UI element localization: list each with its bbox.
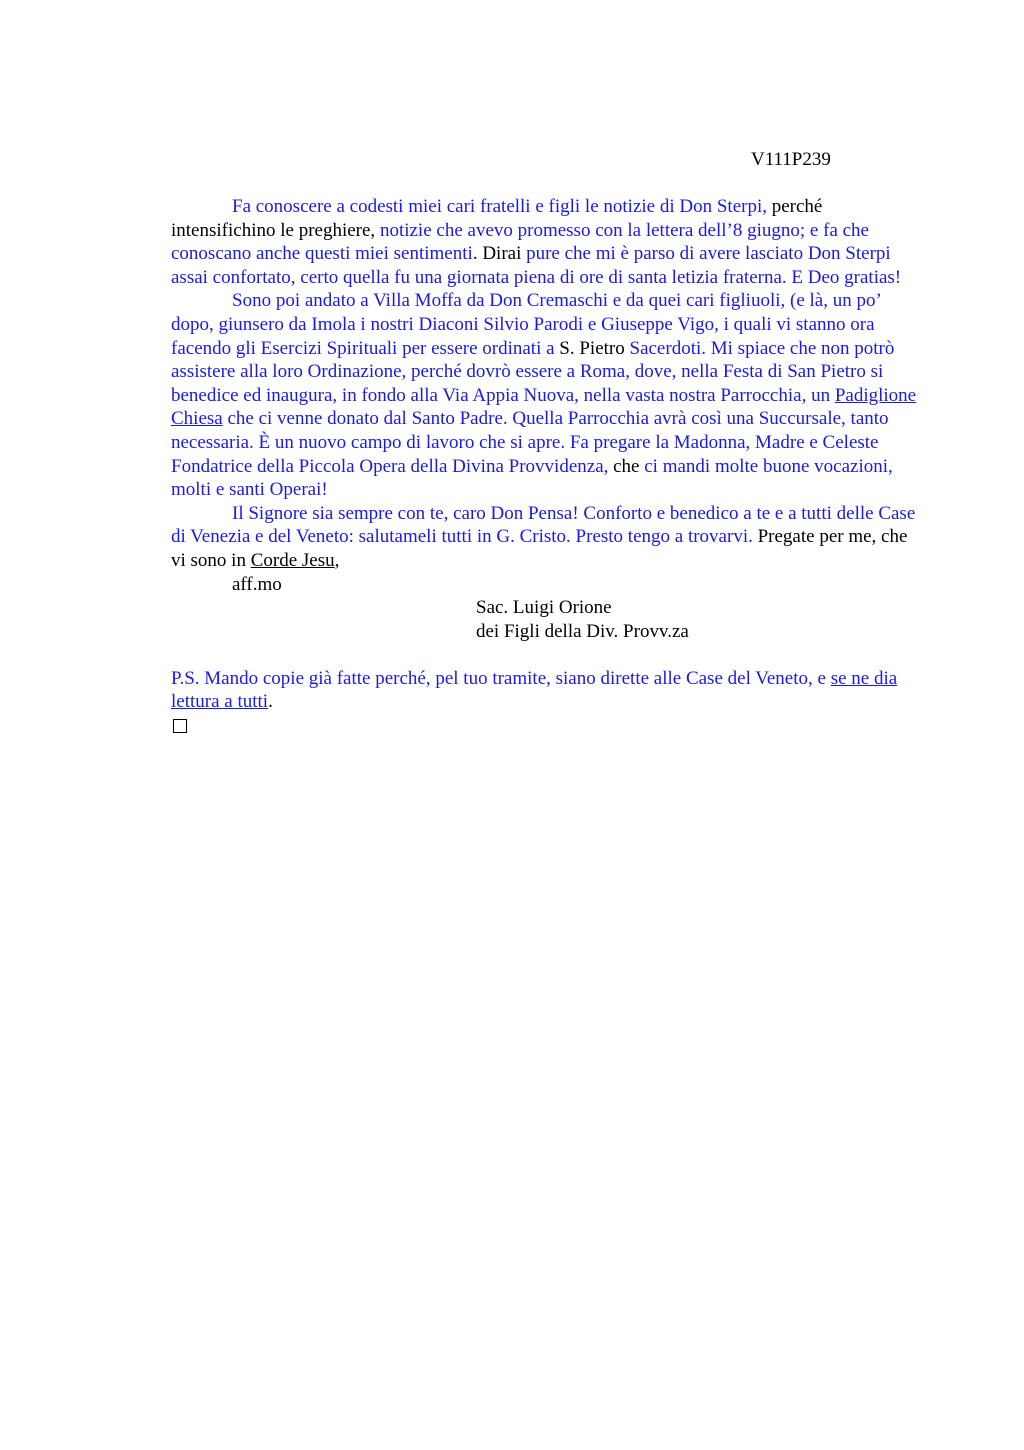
end-marker [171, 714, 923, 740]
text-span: . Dirai [472, 243, 522, 265]
postscript [171, 667, 923, 714]
text-span: ci mandi molte buone vocazioni, molti e santi Operai! [171, 455, 893, 501]
signature-name: Sac. Luigi Orione [476, 597, 612, 619]
closing-salutation: aff.mo [232, 573, 282, 595]
text-span: Sono poi andato a Villa Moffa da Don Cremaschi e da quei cari figliuoli, (e là, un po’ dopo, giunsero da Imola i nostri Diaconi Silvio Parodi e Giuseppe Vigo, i quali vi stanno ora facendo gli Esercizi Spirituali per essere ordinati a [171, 290, 881, 359]
text-span: Sacerdoti. Mi spiace che non potrò assistere alla loro Ordinazione, perché dovrò essere a Roma, dove, nella Festa di San Pietro si benedice ed inaugura, in fondo alla Via Appia Nuova, nella vasta nostra Parrocchia, un [171, 337, 895, 406]
paragraph-1 [171, 195, 923, 289]
letter-body [171, 195, 923, 740]
signature-title: dei Figli della Div. Provv.za [476, 620, 689, 642]
paragraph-3 [171, 502, 923, 573]
text-span: Fa conoscere a codesti miei cari fratelli e figli le notizie di Don Sterpi, [232, 196, 767, 217]
text-span: , [334, 549, 340, 571]
underlined-text: Corde Jesu [250, 549, 335, 571]
text-span: P.S. Mando copie già fatte perché, pel tuo tramite, siano dirette alle Case del Veneto, e [171, 667, 831, 689]
text-span: che [608, 455, 645, 477]
underlined-text: Padiglione Chiesa [171, 384, 917, 430]
text-span: Pregate per me, che vi sono in [171, 526, 908, 571]
page-reference: V111P239 [751, 149, 831, 170]
text-span: S. Pietro [554, 337, 630, 359]
text-span: . [268, 691, 273, 713]
text-span: notizie che avevo promesso con la lettera dell’8 giugno; e fa che conoscano anche questi miei sentimenti [171, 219, 869, 265]
paragraph-2 [171, 289, 923, 501]
text-span: pure che mi è parso di avere lasciato Don Sterpi assai confortato, certo quella fu una giornata piena di ore di santa letizia fraterna. E Deo gratias! [171, 243, 902, 288]
underlined-text: se ne dia lettura a tutti [171, 667, 898, 713]
text-span: perché intensifichino le preghiere, [171, 196, 823, 241]
text-span: Il Signore sia sempre con te, caro Don Pensa! Conforto e benedico a te e a tutti delle Case di Venezia e del Veneto: salutameli tutti in G. Cristo. Presto tengo a trovarvi. [171, 502, 916, 548]
square-icon [173, 719, 187, 733]
text-span: che ci venne donato dal Santo Padre. Quella Parrocchia avrà così una Succursale, tanto necessaria. È un nuovo campo di lavoro che si apre. Fa pregare la Madonna, Madre e Celeste Fondatrice della Piccola Opera della Divina Provvidenza, [171, 408, 889, 477]
